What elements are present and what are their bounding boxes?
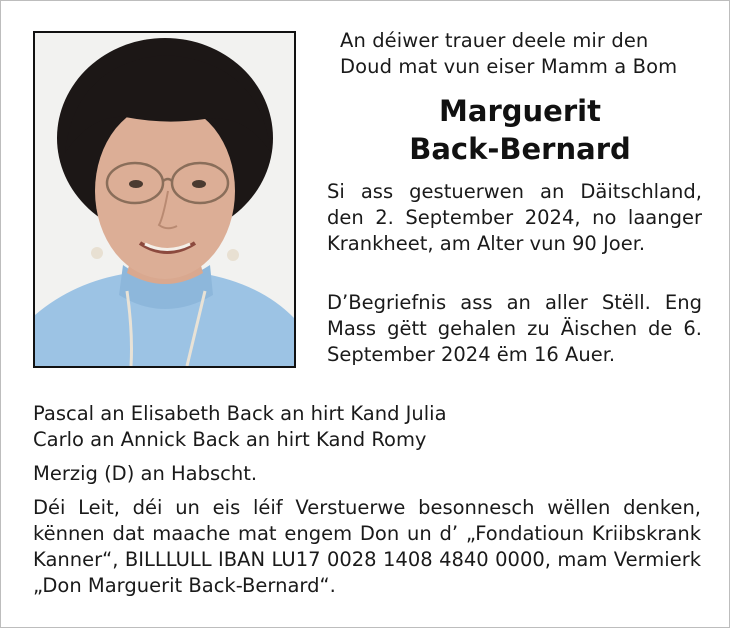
name-second-line: Back-Bernard xyxy=(409,132,631,166)
name-first-line: Marguerit xyxy=(439,94,601,128)
family-line: Pascal an Elisabeth Back an hirt Kand Julia xyxy=(33,402,447,425)
portrait-photo xyxy=(33,31,296,368)
funeral-notice-paragraph: D’Begriefnis ass an aller Stëll. Eng Mass gëtt gehalen zu Äischen de 6. September 2024 ëm 16 Auer. xyxy=(327,291,702,366)
deceased-name xyxy=(320,92,720,168)
intro-text: An déiwer trauer deele mir den Doud mat vun eiser Mamm a Bom xyxy=(340,29,678,78)
family-list xyxy=(33,401,701,453)
donation-paragraph: Déi Leit, déi un eis léif Verstuerwe besonnesch wëllen denken, kënnen dat maache mat engem Don un d’ „Fondatioun Kriibskrank Kanner“, BILLLULL IBAN LU17 0028 1408 4840 0000, mam Vermierk „Don Marguerit Back-Bernard“. xyxy=(33,496,701,597)
death-notice-paragraph: Si ass gestuerwen an Däitschland, den 2. September 2024, no laanger Krankheet, am Alter vun 90 Joer. xyxy=(327,180,702,255)
places-line: Merzig (D) an Habscht. xyxy=(33,462,258,485)
family-line: Carlo an Annick Back an hirt Kand Romy xyxy=(33,428,427,451)
